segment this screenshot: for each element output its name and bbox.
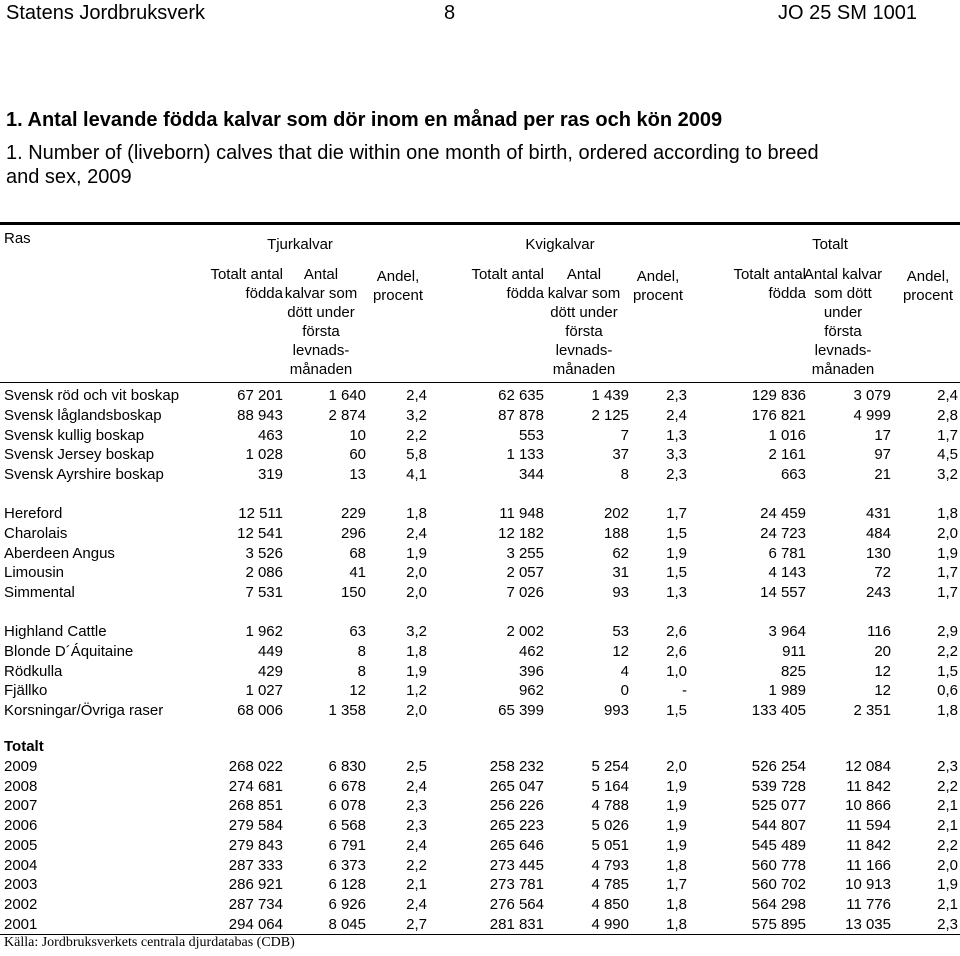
table-cell: 116: [867, 623, 891, 640]
table-cell: 6 926: [328, 896, 366, 913]
table-cell: 5 254: [591, 757, 629, 775]
table-cell: 286 921: [228, 876, 283, 894]
row-label: Totalt: [4, 738, 44, 755]
table-cell: 12: [612, 642, 629, 660]
table-cell: 1,7: [937, 564, 958, 582]
table-cell: 484: [865, 524, 891, 542]
table-cell: 2,0: [937, 856, 958, 874]
table-cell: 129 836: [751, 387, 806, 404]
table-row: [0, 544, 960, 564]
table-cell: 5 164: [591, 777, 629, 795]
table-cell: 1,9: [666, 544, 687, 562]
table-cell: 4 785: [591, 876, 629, 894]
table-cell: 12 182: [498, 524, 544, 542]
subheader-g3-col1: Totalt antal födda: [733, 266, 806, 302]
table-cell: 11 842: [846, 836, 891, 854]
table-cell: 3 964: [768, 623, 806, 640]
table-cell: 2,2: [406, 426, 427, 444]
table-cell: 2,1: [937, 817, 958, 834]
table-cell: 525 077: [751, 797, 806, 815]
table-cell: 12: [874, 682, 891, 700]
table-cell: 1 133: [506, 446, 544, 464]
table-cell: 12 511: [238, 505, 283, 522]
row-label: Simmental: [4, 584, 75, 601]
table-cell: 4 850: [591, 896, 629, 913]
table-row: [0, 875, 960, 895]
row-label: 2001: [4, 915, 38, 933]
table-cell: 276 564: [489, 896, 544, 913]
table-cell: 462: [518, 642, 544, 660]
table-cell: 8: [357, 662, 366, 680]
subheader-g2-col2: Antal kalvar som dött under första levnads- månaden: [547, 266, 621, 378]
table-cell: 12: [874, 662, 891, 680]
table-cell: 20: [874, 642, 891, 660]
table-row: [0, 504, 960, 524]
subheader-g3-col3: Andel, procent: [902, 268, 954, 304]
table-cell: 825: [780, 662, 806, 680]
row-label: Svensk kullig boskap: [4, 426, 145, 444]
table-cell: 2,0: [406, 564, 427, 582]
table-cell: 41: [349, 564, 366, 582]
table-row: [0, 757, 960, 777]
table-cell: 2,4: [406, 896, 427, 913]
table-cell: 2,3: [666, 387, 687, 404]
table-cell: 319: [257, 466, 283, 483]
table-cell: 53: [612, 623, 629, 640]
table-cell: 1,5: [666, 564, 687, 582]
table-cell: 12: [349, 682, 366, 700]
table-cell: 268 022: [228, 757, 283, 775]
table-row: [0, 701, 960, 721]
table-cell: 2 874: [328, 406, 366, 424]
table-cell: 6 128: [328, 876, 366, 894]
table-row: [0, 465, 960, 485]
header-org: Statens Jordbruksverk: [6, 2, 205, 24]
table-cell: 2,1: [937, 896, 958, 913]
table-cell: 2,3: [937, 757, 958, 775]
table-cell: 2,2: [937, 777, 958, 795]
table-cell: 560 778: [751, 856, 806, 874]
table-cell: 1 962: [245, 623, 283, 640]
table-cell: 1 358: [328, 702, 366, 719]
table-cell: 2,8: [937, 406, 958, 424]
table-cell: 97: [874, 446, 891, 464]
table-cell: 11 594: [846, 817, 891, 834]
table-cell: 560 702: [751, 876, 806, 894]
table-cell: 7 531: [245, 584, 283, 601]
table-cell: 6 830: [328, 757, 366, 775]
table-cell: 1,9: [937, 876, 958, 894]
table-cell: 11 842: [846, 777, 891, 795]
table-cell: 1 016: [768, 426, 806, 444]
table-cell: 1,7: [937, 426, 958, 444]
table-cell: 243: [865, 584, 891, 601]
table-cell: 2,3: [937, 915, 958, 933]
table-cell: 1,8: [937, 702, 958, 719]
table-cell: 17: [874, 426, 891, 444]
table-cell: 2,3: [406, 817, 427, 834]
table-cell: 4: [620, 662, 629, 680]
source-note: Källa: Jordbruksverkets centrala djurdatabas (CDB): [4, 935, 295, 950]
table-cell: 1,3: [666, 426, 687, 444]
title-english-line1: 1. Number of (liveborn) calves that die within one month of birth, ordered according to breed: [6, 142, 819, 164]
table-cell: 2,3: [406, 797, 427, 815]
table-cell: 14 557: [760, 584, 806, 601]
table-cell: 8: [357, 642, 366, 660]
subheader-g1-col3: Andel, procent: [372, 268, 424, 304]
table-cell: 10 913: [845, 876, 891, 894]
row-label: Svensk Ayrshire boskap: [4, 466, 164, 483]
table-cell: 2 125: [591, 406, 629, 424]
table-cell: 1,9: [666, 817, 687, 834]
table-row: [0, 895, 960, 915]
table-cell: 294 064: [228, 915, 283, 933]
table-cell: 87 878: [498, 406, 544, 424]
table-cell: 1,3: [666, 584, 687, 601]
table-cell: 3 255: [506, 544, 544, 562]
table-cell: 1,8: [666, 856, 687, 874]
table-row: [0, 622, 960, 642]
table-cell: 564 298: [751, 896, 806, 913]
table-cell: 202: [603, 505, 629, 522]
table-cell: 1,0: [666, 662, 687, 680]
table-cell: 2,6: [666, 642, 687, 660]
table-cell: 150: [340, 584, 366, 601]
table-cell: 4,5: [937, 446, 958, 464]
row-label: Svensk röd och vit boskap: [4, 387, 180, 404]
table-cell: 545 489: [751, 836, 806, 854]
table-cell: 539 728: [751, 777, 806, 795]
table-cell: 273 781: [489, 876, 544, 894]
row-label: Rödkulla: [4, 662, 63, 680]
table-cell: 1,9: [666, 777, 687, 795]
row-label: Limousin: [4, 564, 65, 582]
table-cell: 2,4: [406, 524, 427, 542]
table-cell: 2,3: [666, 466, 687, 483]
title-swedish: 1. Antal levande födda kalvar som dör inom en månad per ras och kön 2009: [6, 109, 723, 131]
table-row: [0, 856, 960, 876]
table-cell: 2 086: [245, 564, 283, 582]
table-cell: 553: [518, 426, 544, 444]
table-cell: 1 028: [245, 446, 283, 464]
table-cell: 2,9: [937, 623, 958, 640]
group-header-totalt: Totalt: [812, 236, 848, 253]
row-label: 2004: [4, 856, 38, 874]
header-series: JO 25 SM 1001: [778, 2, 917, 24]
table-cell: 2,7: [406, 915, 427, 933]
col-header-ras: Ras: [4, 230, 31, 247]
table-cell: 5 051: [591, 836, 629, 854]
table-cell: 268 851: [228, 797, 283, 815]
table-cell: 1,7: [937, 584, 958, 601]
table-cell: 1,5: [937, 662, 958, 680]
table-cell: 4 990: [591, 915, 629, 933]
row-label: Korsningar/Övriga raser: [4, 702, 164, 719]
table-cell: 575 895: [751, 915, 806, 933]
table-cell: 6 373: [328, 856, 366, 874]
table-cell: 37: [612, 446, 629, 464]
subheader-g1-col2: Antal kalvar som dött under första levnads- månaden: [284, 266, 358, 378]
row-label: Hereford: [4, 505, 63, 522]
table-cell: 287 734: [228, 896, 283, 913]
table-cell: 2,4: [406, 836, 427, 854]
subheader-g1-col1: Totalt antal födda: [210, 266, 283, 302]
table-cell: 4 793: [591, 856, 629, 874]
table-cell: 2,4: [406, 777, 427, 795]
page-number: 8: [444, 2, 456, 24]
table-cell: 544 807: [751, 817, 806, 834]
table-cell: 279 843: [228, 836, 283, 854]
table-cell: 6 781: [768, 544, 806, 562]
table-cell: 1,9: [666, 797, 687, 815]
table-cell: 13 035: [845, 915, 891, 933]
table-cell: 2,4: [406, 387, 427, 404]
table-row: [0, 777, 960, 797]
table-cell: 274 681: [228, 777, 283, 795]
table-cell: 344: [518, 466, 544, 483]
table-cell: 2 161: [768, 446, 806, 464]
table-cell: 265 047: [489, 777, 544, 795]
table-cell: 1,9: [666, 836, 687, 854]
row-label: 2003: [4, 876, 38, 894]
table-cell: 12 084: [845, 757, 891, 775]
table-cell: 4,1: [406, 466, 427, 483]
table-cell: 3,3: [666, 446, 687, 464]
table-cell: 130: [865, 544, 891, 562]
table-row: [0, 836, 960, 856]
title-english-line2: and sex, 2009: [6, 166, 132, 188]
table-cell: 256 226: [489, 797, 544, 815]
table-cell: 176 821: [751, 406, 806, 424]
table-cell: 273 445: [489, 856, 544, 874]
table-cell: 8 045: [328, 915, 366, 933]
table-row: [0, 583, 960, 603]
table-cell: 265 646: [489, 836, 544, 854]
table-cell: 6 568: [328, 817, 366, 834]
table-cell: 63: [349, 623, 366, 640]
table-cell: 10: [349, 426, 366, 444]
table-cell: 1,7: [666, 505, 687, 522]
table-cell: 10 866: [845, 797, 891, 815]
table-cell: 2 002: [506, 623, 544, 640]
table-cell: 6 678: [328, 777, 366, 795]
table-cell: 1,9: [406, 662, 427, 680]
row-label: Svensk Jersey boskap: [4, 446, 155, 464]
table-cell: 429: [257, 662, 283, 680]
table-cell: 1,5: [666, 524, 687, 542]
table-cell: 68: [349, 544, 366, 562]
table-row: [0, 737, 960, 757]
table-cell: 2 351: [853, 702, 891, 719]
table-cell: 11 166: [846, 856, 891, 874]
row-label: 2002: [4, 896, 38, 913]
table-cell: 3,2: [937, 466, 958, 483]
table-row: [0, 406, 960, 426]
table-cell: 1,8: [937, 505, 958, 522]
table-cell: 2,2: [937, 642, 958, 660]
table-cell: 463: [257, 426, 283, 444]
table-cell: 4 788: [591, 797, 629, 815]
table-cell: 663: [780, 466, 806, 483]
row-label: Highland Cattle: [4, 623, 107, 640]
row-label: Svensk låglandsboskap: [4, 406, 162, 424]
table-row: [0, 816, 960, 836]
row-label: 2009: [4, 757, 38, 775]
table-row: [0, 563, 960, 583]
table-row: [0, 386, 960, 406]
table-cell: 2,2: [937, 836, 958, 854]
table-cell: 1,8: [666, 896, 687, 913]
subheader-g2-col3: Andel, procent: [632, 268, 684, 304]
table-cell: 60: [349, 446, 366, 464]
table-cell: 2,0: [666, 757, 687, 775]
table-cell: 1,2: [406, 682, 427, 700]
table-row: [0, 445, 960, 465]
table-cell: 1,8: [406, 642, 427, 660]
table-cell: 1 439: [591, 387, 629, 404]
table-cell: 911: [782, 642, 806, 660]
row-label: 2007: [4, 797, 38, 815]
table-cell: 1 989: [768, 682, 806, 700]
subheader-g2-col1: Totalt antal födda: [471, 266, 544, 302]
row-label: 2006: [4, 817, 38, 834]
table-cell: 287 333: [228, 856, 283, 874]
row-label: 2005: [4, 836, 38, 854]
table-cell: 4 999: [853, 406, 891, 424]
table-row: [0, 662, 960, 682]
group-header-kvigkalvar: Kvigkalvar: [525, 236, 595, 253]
row-label: Fjällko: [4, 682, 48, 700]
table-cell: 72: [874, 564, 891, 582]
table-cell: 5 026: [591, 817, 629, 834]
table-cell: 3 079: [853, 387, 891, 404]
table-cell: 3,2: [406, 623, 427, 640]
table-cell: 2,1: [406, 876, 427, 894]
table-cell: 2,6: [666, 623, 687, 640]
table-cell: 1,8: [666, 915, 687, 933]
table-cell: 5,8: [406, 446, 427, 464]
table-cell: 279 584: [228, 817, 283, 834]
table-cell: 1,9: [937, 544, 958, 562]
table-cell: 2,4: [937, 387, 958, 404]
table-cell: 281 831: [489, 915, 544, 933]
table-cell: 12 541: [237, 524, 283, 542]
table-cell: 68 006: [237, 702, 283, 719]
table-cell: 62 635: [498, 387, 544, 404]
table-cell: 258 232: [489, 757, 544, 775]
table-cell: 1 027: [245, 682, 283, 700]
table-cell: 67 201: [237, 387, 283, 404]
table-cell: 396: [518, 662, 544, 680]
table-cell: 11 776: [846, 896, 891, 913]
table-cell: 8: [620, 466, 629, 483]
table-cell: 188: [603, 524, 629, 542]
table-cell: 1,5: [666, 702, 687, 719]
table-cell: 2 057: [506, 564, 544, 582]
table-cell: 21: [874, 466, 891, 483]
table-cell: 6 791: [328, 836, 366, 854]
table-cell: 2,0: [406, 702, 427, 719]
table-cell: 0,6: [937, 682, 958, 700]
table-cell: 526 254: [751, 757, 806, 775]
table-cell: 962: [518, 682, 544, 700]
row-label: Blonde D´Áquitaine: [4, 642, 134, 660]
table-cell: 4 143: [768, 564, 806, 582]
table-cell: -: [682, 682, 687, 700]
table-row: [0, 915, 960, 935]
table-cell: 431: [865, 505, 891, 522]
table-cell: 0: [620, 682, 629, 700]
table-row: [0, 642, 960, 662]
table-cell: 13: [349, 466, 366, 483]
table-cell: 6 078: [328, 797, 366, 815]
table-cell: 1 640: [328, 387, 366, 404]
group-header-tjurkalvar: Tjurkalvar: [267, 236, 333, 253]
table-row: [0, 681, 960, 701]
table-row: [0, 426, 960, 446]
table-cell: 3 526: [245, 544, 283, 562]
table-row: [0, 796, 960, 816]
table-cell: 2,2: [406, 856, 427, 874]
table-cell: 1,7: [666, 876, 687, 894]
table-cell: 24 723: [760, 524, 806, 542]
table-cell: 993: [603, 702, 629, 719]
table-cell: 1,8: [406, 505, 427, 522]
row-label: Aberdeen Angus: [4, 544, 115, 562]
table-cell: 62: [612, 544, 629, 562]
table-cell: 1,9: [406, 544, 427, 562]
table-cell: 24 459: [760, 505, 806, 522]
table-cell: 449: [257, 642, 283, 660]
table-cell: 65 399: [498, 702, 544, 719]
table-cell: 133 405: [751, 702, 806, 719]
table-cell: 2,1: [937, 797, 958, 815]
table-cell: 88 943: [237, 406, 283, 424]
table-cell: 3,2: [406, 406, 427, 424]
subheader-g3-col2: Antal kalvar som dött under första levnads- månaden: [803, 266, 883, 378]
table-cell: 2,0: [406, 584, 427, 601]
table-cell: 7: [620, 426, 629, 444]
table-cell: 7 026: [506, 584, 544, 601]
row-label: Charolais: [4, 524, 68, 542]
table-cell: 229: [340, 505, 366, 522]
table-cell: 93: [612, 584, 629, 601]
table-cell: 11 948: [499, 505, 544, 522]
table-row: [0, 524, 960, 544]
table-cell: 31: [612, 564, 629, 582]
table-cell: 2,0: [937, 524, 958, 542]
table-cell: 265 223: [489, 817, 544, 834]
table-cell: 296: [340, 524, 366, 542]
table-cell: 2,4: [666, 406, 687, 424]
row-label: 2008: [4, 777, 38, 795]
table-cell: 2,5: [406, 757, 427, 775]
